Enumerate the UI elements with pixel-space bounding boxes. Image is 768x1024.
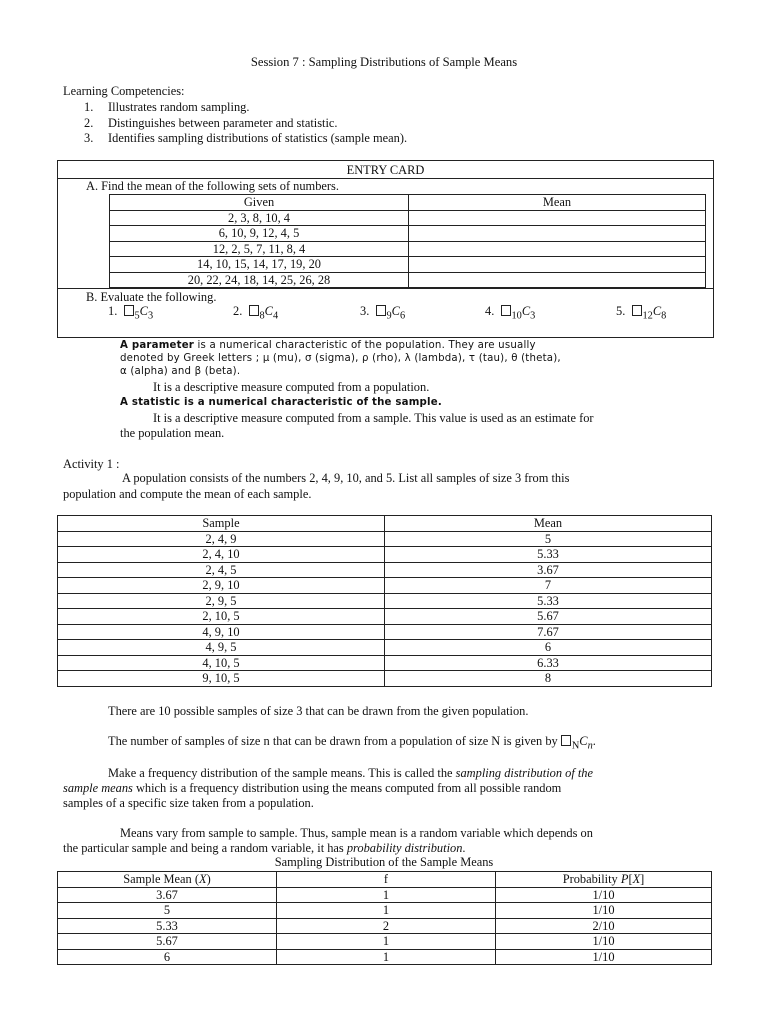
col-prob-label: Probability xyxy=(562,872,621,886)
note-frequency xyxy=(108,766,593,781)
sample-cell: 4, 9, 10 xyxy=(58,624,385,640)
answer-cell[interactable] xyxy=(409,241,706,257)
prob-symbol: P xyxy=(620,872,629,886)
combination-symbol: C xyxy=(139,304,148,318)
table-row xyxy=(58,562,712,578)
probability-cell: 1/10 xyxy=(496,949,712,965)
mean-cell: 8 xyxy=(385,671,712,687)
mean-cell: 7 xyxy=(385,578,712,594)
evaluation-number: 5. xyxy=(616,304,626,318)
combination-n: 8 xyxy=(259,310,265,322)
table-cell: 12, 2, 5, 7, 11, 8, 4 xyxy=(110,241,409,257)
note-possible-samples: There are 10 possible samples of size 3 that can be drawn from the given population. xyxy=(108,704,529,718)
competency-number: 3. xyxy=(84,131,94,145)
table-cell: 20, 22, 24, 18, 14, 25, 26, 28 xyxy=(110,272,409,288)
combination-r: 8 xyxy=(661,310,667,322)
vary-end: . xyxy=(462,841,466,855)
table-row xyxy=(58,609,712,625)
mean-cell: 5.33 xyxy=(385,593,712,609)
table-row xyxy=(58,593,712,609)
vary-italic: probability distribution xyxy=(346,841,463,855)
frequency-cell: 1 xyxy=(277,934,496,950)
distribution-title: Sampling Distribution of the Sample Means xyxy=(274,855,494,869)
table-row xyxy=(58,671,712,687)
combination-symbol: C xyxy=(391,304,400,318)
statistic-definition xyxy=(120,397,442,408)
mean-cell: 6 xyxy=(385,640,712,656)
table-row xyxy=(58,547,712,563)
frequency-cell: 1 xyxy=(277,887,496,903)
col-mean-end: ) xyxy=(206,872,211,886)
formula-n: N xyxy=(571,740,580,752)
combination-n: 5 xyxy=(134,310,140,322)
mean-cell: 5.67 xyxy=(58,934,277,950)
combination-box-icon xyxy=(632,305,642,316)
note-formula: The number of samples of size n that can be drawn from a population of size N is given by $_NC_n$. xyxy=(108,734,596,752)
table-header: Mean xyxy=(409,195,706,211)
answer-cell[interactable] xyxy=(409,226,706,242)
table-header: f xyxy=(277,872,496,888)
table-row xyxy=(58,624,712,640)
combination-r: 3 xyxy=(147,310,154,322)
table-row xyxy=(110,272,706,288)
table-row xyxy=(110,210,706,226)
combination-n: 10 xyxy=(511,310,522,322)
table-header: Mean xyxy=(385,516,712,532)
table-row xyxy=(58,934,712,950)
note-frequency: samples of a specific size taken from a population. xyxy=(63,796,314,810)
frequency-cell: 1 xyxy=(277,949,496,965)
mean-cell: 5.33 xyxy=(58,918,277,934)
sample-cell: 4, 10, 5 xyxy=(58,655,385,671)
combination-r: 3 xyxy=(530,310,536,322)
probability-cell: 2/10 xyxy=(496,918,712,934)
col-mean-label: Sample Mean ( xyxy=(123,872,199,886)
evaluation-item xyxy=(360,304,405,321)
frequency-cell: 2 xyxy=(277,918,496,934)
mean-cell: 7.67 xyxy=(385,624,712,640)
probability-cell: 1/10 xyxy=(496,903,712,919)
note-variation: Means vary from sample to sample. Thus, sample mean is a random variable which depends on xyxy=(120,826,593,840)
table-header: Probability $P[\overline{X}]$ xyxy=(496,872,712,888)
entry-section-b: B. Evaluate the following. xyxy=(86,290,217,304)
activity-instructions: population and compute the mean of each sample. xyxy=(63,487,312,501)
evaluation-item xyxy=(233,304,278,321)
formula-r: n xyxy=(587,740,593,752)
sample-cell: 9, 10, 5 xyxy=(58,671,385,687)
evaluation-item xyxy=(108,304,153,321)
activity-instructions: A population consists of the numbers 2, 4, 9, 10, and 5. List all samples of size 3 from this xyxy=(122,471,570,485)
formula-symbol: C xyxy=(579,734,588,748)
mean-cell: 6.33 xyxy=(385,655,712,671)
table-row xyxy=(58,918,712,934)
evaluation-number: 3. xyxy=(360,304,370,318)
competencies-heading: Learning Competencies: xyxy=(63,84,185,98)
evaluation-number: 1. xyxy=(108,304,118,318)
page-title: Session 7 : Sampling Distributions of Sample Means xyxy=(250,55,518,69)
freq-text: which is a frequency distribution using the means computed from all possible random xyxy=(132,781,562,795)
parameter-term: A parameter xyxy=(120,340,195,351)
combination-box-icon xyxy=(124,305,134,316)
table-row xyxy=(58,887,712,903)
table-header-row xyxy=(58,872,712,888)
combination-symbol: C xyxy=(521,304,531,318)
entry-card xyxy=(57,160,714,338)
table-header-row xyxy=(58,516,712,532)
combination-r: 4 xyxy=(272,310,279,322)
mean-cell: 5.67 xyxy=(385,609,712,625)
entry-card-heading: ENTRY CARD xyxy=(346,163,425,177)
competency-item xyxy=(84,100,249,115)
sample-cell: 2, 9, 5 xyxy=(58,593,385,609)
table-row xyxy=(58,655,712,671)
x-bar-symbol: $\overline{X}$ xyxy=(632,872,641,886)
mean-cell: 5 xyxy=(58,903,277,919)
table-row xyxy=(110,226,706,242)
evaluation-number: 4. xyxy=(485,304,495,318)
parameter-greek-letters: denoted by Greek letters ; μ (mu), σ (sigma), ρ (rho), λ (lambda), τ (tau), θ (theta), xyxy=(120,353,561,364)
note-variation xyxy=(63,841,466,856)
sample-cell: 2, 10, 5 xyxy=(58,609,385,625)
competency-text: Distinguishes between parameter and statistic. xyxy=(108,116,338,130)
given-mean-table xyxy=(109,194,706,288)
combination-symbol: C xyxy=(652,304,662,318)
freq-italic: sample means xyxy=(63,781,133,795)
combination-box-icon xyxy=(376,305,386,316)
sample-cell: 2, 9, 10 xyxy=(58,578,385,594)
table-row xyxy=(110,241,706,257)
answer-cell[interactable] xyxy=(409,272,706,288)
freq-text: Make a frequency distribution of the sample means. This is called the xyxy=(108,766,456,780)
combination-n: 12 xyxy=(642,310,653,322)
mean-cell: 3.67 xyxy=(58,887,277,903)
statistic-description: the population mean. xyxy=(120,426,225,440)
probability-cell: 1/10 xyxy=(496,887,712,903)
table-header xyxy=(58,872,277,888)
table-row xyxy=(58,640,712,656)
competency-item xyxy=(84,131,407,146)
evaluation-item xyxy=(485,304,535,321)
samples-table xyxy=(57,515,712,687)
table-cell: 2, 3, 8, 10, 4 xyxy=(110,210,409,226)
statistic-term: A statistic is a numerical characteristic of the sample. xyxy=(120,397,442,408)
sample-cell: 4, 9, 5 xyxy=(58,640,385,656)
table-header: Given xyxy=(110,195,409,211)
table-row xyxy=(58,949,712,965)
x-bar-symbol: $\overline{X}$ xyxy=(198,872,207,886)
activity-heading: Activity 1 : xyxy=(63,457,120,471)
mean-cell: 3.67 xyxy=(385,562,712,578)
evaluation-item xyxy=(616,304,666,321)
frequency-cell: 1 xyxy=(277,903,496,919)
table-cell: 14, 10, 15, 14, 17, 19, 20 xyxy=(110,257,409,273)
combination-symbol: C xyxy=(264,304,273,318)
sample-cell: 2, 4, 5 xyxy=(58,562,385,578)
competency-number: 2. xyxy=(84,116,94,130)
mean-cell: 5 xyxy=(385,531,712,547)
vary-text: the particular sample and being a random variable, it has xyxy=(63,841,347,855)
sample-cell: 2, 4, 9 xyxy=(58,531,385,547)
parameter-definition xyxy=(120,340,536,351)
table-cell: 6, 10, 9, 12, 4, 5 xyxy=(110,226,409,242)
answer-cell[interactable] xyxy=(409,210,706,226)
entry-section-a: A. Find the mean of the following sets of numbers. xyxy=(86,179,339,193)
combination-n: 9 xyxy=(386,310,392,322)
parameter-greek-letters: α (alpha) and β (beta). xyxy=(120,366,241,377)
table-row xyxy=(58,578,712,594)
table-header-row xyxy=(110,195,706,211)
combination-r: 6 xyxy=(399,310,406,322)
combination-box-icon xyxy=(249,305,259,316)
combination-box-icon xyxy=(501,305,511,316)
table-row xyxy=(58,531,712,547)
note-frequency xyxy=(63,781,561,796)
competency-number: 1. xyxy=(84,100,94,114)
competency-text: Illustrates random sampling. xyxy=(108,100,250,114)
parameter-description: It is a descriptive measure computed from a population. xyxy=(153,380,430,394)
evaluation-number: 2. xyxy=(233,304,243,318)
distribution-table xyxy=(57,871,712,965)
mean-cell: 5.33 xyxy=(385,547,712,563)
freq-italic: sampling distribution of the xyxy=(455,766,593,780)
sample-cell: 2, 4, 10 xyxy=(58,547,385,563)
table-row xyxy=(110,257,706,273)
table-row xyxy=(58,903,712,919)
competency-text: Identifies sampling distributions of statistics (sample mean). xyxy=(108,131,408,145)
mean-cell: 6 xyxy=(58,949,277,965)
competency-item xyxy=(84,116,338,131)
parameter-text: is a numerical characteristic of the population. They are usually xyxy=(194,340,536,351)
answer-cell[interactable] xyxy=(409,257,706,273)
combination-box-icon xyxy=(561,735,571,746)
statistic-description: It is a descriptive measure computed from a sample. This value is used as an estimate for xyxy=(153,411,594,425)
entry-card-divider xyxy=(58,288,713,289)
probability-cell: 1/10 xyxy=(496,934,712,950)
table-header: Sample xyxy=(58,516,385,532)
formula-text: The number of samples of size n that can be drawn from a population of size N is given by xyxy=(108,734,561,748)
